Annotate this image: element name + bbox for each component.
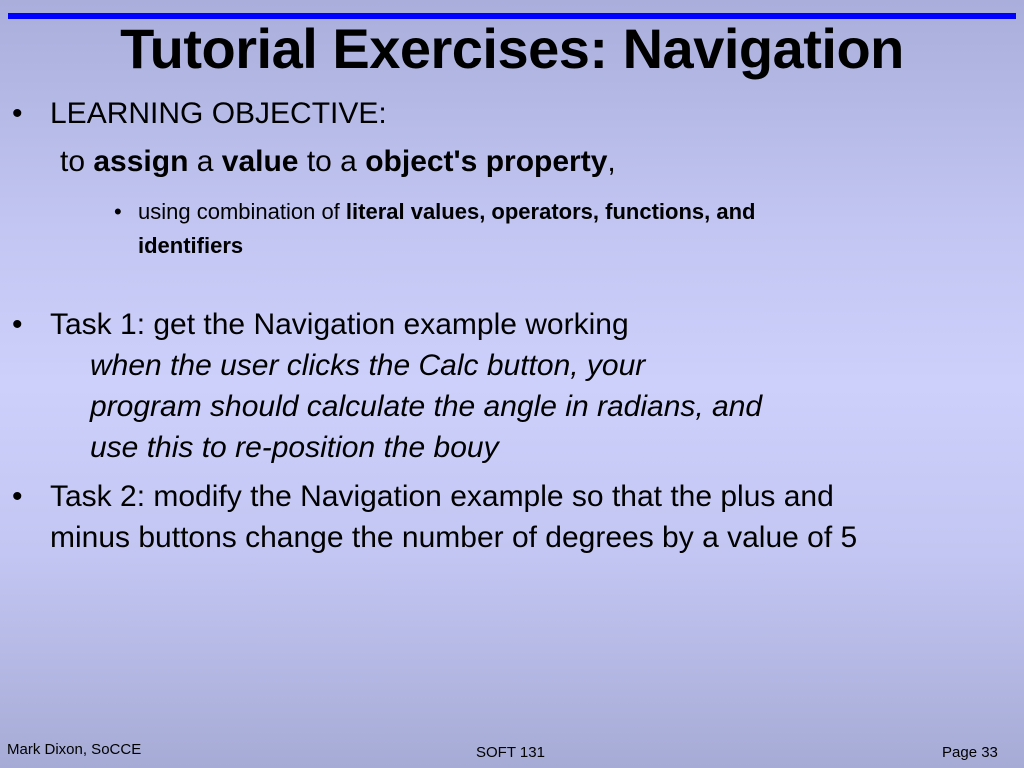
objective-sub-line2: identifiers xyxy=(138,233,244,258)
task1-detail-line2: program should calculate the angle in radians, and xyxy=(90,390,763,423)
task1-detail-line3: use this to re-position the bouy xyxy=(90,431,499,464)
bullet-task1: • xyxy=(12,308,23,341)
objective-heading: LEARNING OBJECTIVE: xyxy=(50,97,387,130)
task2-line1: Task 2: modify the Navigation example so that the plus and xyxy=(50,480,834,513)
objective-sub-line1: using combination of literal values, operators, functions, and xyxy=(138,199,756,224)
objective-term-property: object's property xyxy=(365,145,608,178)
objective-term-value: value xyxy=(221,145,299,178)
bullet-objective: • xyxy=(12,97,23,130)
objective-term-assign: assign xyxy=(93,145,189,178)
task1-heading: Task 1: get the Navigation example working xyxy=(50,308,629,341)
slide-title: Tutorial Exercises: Navigation xyxy=(120,17,904,80)
objective-line: to assign a value to a object's property, xyxy=(60,145,616,178)
task1-detail-line1: when the user clicks the Calc button, your xyxy=(90,349,646,382)
sub-bullet: • xyxy=(114,199,122,224)
footer-course: SOFT 131 xyxy=(476,744,545,761)
task2-line2: minus buttons change the number of degrees by a value of 5 xyxy=(50,521,858,554)
footer-author: Mark Dixon, SoCCE xyxy=(7,741,142,758)
bullet-task2: • xyxy=(12,480,23,513)
footer-page-number: Page 33 xyxy=(942,744,998,761)
